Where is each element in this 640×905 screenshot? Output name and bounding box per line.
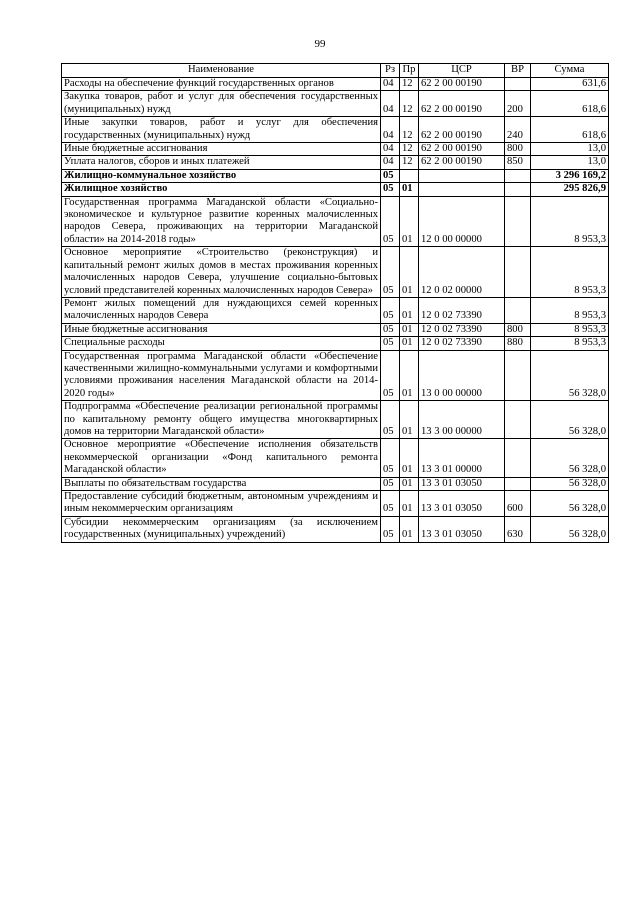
table-row: [62, 78, 609, 91]
row-name-cell: Основное мероприятие «Строительство (реконструкция) и капитальный ремонт жилых домов в местах проживания коренных малочисленных народов Севера, улучшение социально-бытовых условий представителей коренных малочисленных народов Севера»: [62, 247, 381, 298]
row-vr-cell: 200: [505, 91, 531, 117]
row-csr-cell: 13 3 01 03050: [419, 491, 505, 517]
row-rz-cell: 05: [381, 169, 400, 182]
row-pr-cell: 01: [400, 183, 419, 196]
page-number: 99: [314, 38, 326, 50]
row-rz-cell: 04: [381, 91, 400, 117]
row-sum-cell: 631,6: [531, 78, 609, 91]
row-pr-cell: [400, 169, 419, 182]
table-row: [62, 516, 609, 542]
row-pr-cell: 12: [400, 91, 419, 117]
row-pr-cell: 01: [400, 323, 419, 336]
row-csr-cell: 12 0 02 73390: [419, 337, 505, 350]
row-vr-cell: 880: [505, 337, 531, 350]
row-name-cell: Жилищно-коммунальное хозяйство: [62, 169, 381, 182]
table-row: [62, 439, 609, 477]
row-rz-cell: 05: [381, 297, 400, 323]
row-name-cell: Ремонт жилых помещений для нуждающихся семей коренных малочисленных народов Севера: [62, 297, 381, 323]
row-rz-cell: 05: [381, 247, 400, 298]
row-rz-cell: 05: [381, 516, 400, 542]
table-row: [62, 491, 609, 517]
row-vr-cell: [505, 297, 531, 323]
table-row: [62, 323, 609, 336]
row-pr-cell: 01: [400, 477, 419, 490]
row-csr-cell: 12 0 02 73390: [419, 323, 505, 336]
header-csr: ЦСР: [419, 64, 505, 78]
row-csr-cell: [419, 183, 505, 196]
table-row: [62, 169, 609, 182]
table-row: [62, 117, 609, 143]
row-csr-cell: 12 0 02 73390: [419, 297, 505, 323]
row-sum-cell: 13,0: [531, 156, 609, 169]
row-csr-cell: 62 2 00 00190: [419, 143, 505, 156]
row-rz-cell: 04: [381, 156, 400, 169]
row-sum-cell: 56 328,0: [531, 491, 609, 517]
row-pr-cell: 01: [400, 491, 419, 517]
row-pr-cell: 12: [400, 117, 419, 143]
row-vr-cell: [505, 183, 531, 196]
row-name-cell: Специальные расходы: [62, 337, 381, 350]
row-name-cell: Предоставление субсидий бюджетным, автономным учреждениям и иным некоммерческим организациям: [62, 491, 381, 517]
row-rz-cell: 04: [381, 143, 400, 156]
table-row: [62, 183, 609, 196]
row-pr-cell: 01: [400, 247, 419, 298]
row-rz-cell: 05: [381, 183, 400, 196]
table-row: [62, 337, 609, 350]
row-pr-cell: 01: [400, 196, 419, 247]
row-pr-cell: 01: [400, 297, 419, 323]
table-body: [62, 78, 609, 543]
row-rz-cell: 05: [381, 401, 400, 439]
budget-table: [61, 63, 609, 543]
row-csr-cell: 62 2 00 00190: [419, 78, 505, 91]
row-pr-cell: 01: [400, 516, 419, 542]
row-name-cell: Государственная программа Магаданской области «Социально-экономическое и культурное развитие коренных малочисленных народов Севера, проживающих на территории Магаданской области» на 2014-2018 годы»: [62, 196, 381, 247]
row-pr-cell: 12: [400, 143, 419, 156]
row-name-cell: Жилищное хозяйство: [62, 183, 381, 196]
table-row: [62, 143, 609, 156]
row-sum-cell: 56 328,0: [531, 477, 609, 490]
row-name-cell: Расходы на обеспечение функций государственных органов: [62, 78, 381, 91]
row-pr-cell: 12: [400, 78, 419, 91]
header-vr: ВР: [505, 64, 531, 78]
row-vr-cell: 600: [505, 491, 531, 517]
row-pr-cell: 01: [400, 350, 419, 401]
row-rz-cell: 05: [381, 337, 400, 350]
row-vr-cell: 630: [505, 516, 531, 542]
row-csr-cell: 12 0 02 00000: [419, 247, 505, 298]
row-csr-cell: 13 3 01 03050: [419, 477, 505, 490]
row-rz-cell: 05: [381, 477, 400, 490]
row-name-cell: Иные бюджетные ассигнования: [62, 323, 381, 336]
row-vr-cell: [505, 169, 531, 182]
table-header-row: [62, 64, 609, 78]
row-vr-cell: 800: [505, 143, 531, 156]
row-pr-cell: 01: [400, 401, 419, 439]
row-vr-cell: [505, 247, 531, 298]
row-sum-cell: 3 296 169,2: [531, 169, 609, 182]
row-sum-cell: 8 953,3: [531, 247, 609, 298]
row-name-cell: Иные закупки товаров, работ и услуг для обеспечения государственных (муниципальных) нужд: [62, 117, 381, 143]
row-rz-cell: 05: [381, 491, 400, 517]
row-sum-cell: 8 953,3: [531, 337, 609, 350]
row-name-cell: Выплаты по обязательствам государства: [62, 477, 381, 490]
row-vr-cell: [505, 401, 531, 439]
table-row: [62, 91, 609, 117]
header-pr: Пр: [400, 64, 419, 78]
row-sum-cell: 8 953,3: [531, 323, 609, 336]
row-sum-cell: 56 328,0: [531, 516, 609, 542]
row-rz-cell: 05: [381, 196, 400, 247]
table-row: [62, 350, 609, 401]
row-vr-cell: 850: [505, 156, 531, 169]
row-vr-cell: 240: [505, 117, 531, 143]
row-vr-cell: 800: [505, 323, 531, 336]
row-rz-cell: 05: [381, 439, 400, 477]
table-row: [62, 156, 609, 169]
row-csr-cell: 62 2 00 00190: [419, 156, 505, 169]
row-csr-cell: 62 2 00 00190: [419, 117, 505, 143]
row-rz-cell: 05: [381, 350, 400, 401]
row-vr-cell: [505, 196, 531, 247]
row-csr-cell: 13 3 01 03050: [419, 516, 505, 542]
row-csr-cell: 62 2 00 00190: [419, 91, 505, 117]
row-csr-cell: 12 0 00 00000: [419, 196, 505, 247]
row-sum-cell: 56 328,0: [531, 350, 609, 401]
header-rz: Рз: [381, 64, 400, 78]
table-row: [62, 401, 609, 439]
row-sum-cell: 8 953,3: [531, 196, 609, 247]
row-sum-cell: 618,6: [531, 91, 609, 117]
row-sum-cell: 295 826,9: [531, 183, 609, 196]
row-csr-cell: 13 3 00 00000: [419, 401, 505, 439]
row-vr-cell: [505, 477, 531, 490]
row-sum-cell: 13,0: [531, 143, 609, 156]
table-row: [62, 196, 609, 247]
row-sum-cell: 56 328,0: [531, 401, 609, 439]
header-name: Наименование: [62, 64, 381, 78]
row-name-cell: Основное мероприятие «Обеспечение исполнения обязательств некоммерческой организации «Фонд капитального ремонта Магаданской области»: [62, 439, 381, 477]
header-sum: Сумма: [531, 64, 609, 78]
row-sum-cell: 56 328,0: [531, 439, 609, 477]
row-name-cell: Субсидии некоммерческим организациям (за исключением государственных (муниципальных) учреждений): [62, 516, 381, 542]
row-csr-cell: 13 3 01 00000: [419, 439, 505, 477]
row-name-cell: Государственная программа Магаданской области «Обеспечение качественными жилищно-коммунальными услугами и комфортными условиями проживания населения Магаданской области на 2014-2020 годы»: [62, 350, 381, 401]
row-pr-cell: 01: [400, 337, 419, 350]
row-name-cell: Закупка товаров, работ и услуг для обеспечения государственных (муниципальных) нужд: [62, 91, 381, 117]
row-vr-cell: [505, 439, 531, 477]
row-sum-cell: 8 953,3: [531, 297, 609, 323]
table-row: [62, 297, 609, 323]
row-name-cell: Подпрограмма «Обеспечение реализации региональной программы по капитальному ремонту общего имущества многоквартирных домов на территории Магаданской области»: [62, 401, 381, 439]
table-row: [62, 477, 609, 490]
row-csr-cell: 13 0 00 00000: [419, 350, 505, 401]
row-pr-cell: 01: [400, 439, 419, 477]
row-rz-cell: 04: [381, 78, 400, 91]
row-vr-cell: [505, 78, 531, 91]
row-rz-cell: 05: [381, 323, 400, 336]
row-name-cell: Иные бюджетные ассигнования: [62, 143, 381, 156]
row-sum-cell: 618,6: [531, 117, 609, 143]
row-rz-cell: 04: [381, 117, 400, 143]
row-pr-cell: 12: [400, 156, 419, 169]
row-name-cell: Уплата налогов, сборов и иных платежей: [62, 156, 381, 169]
table-row: [62, 247, 609, 298]
row-vr-cell: [505, 350, 531, 401]
row-csr-cell: [419, 169, 505, 182]
